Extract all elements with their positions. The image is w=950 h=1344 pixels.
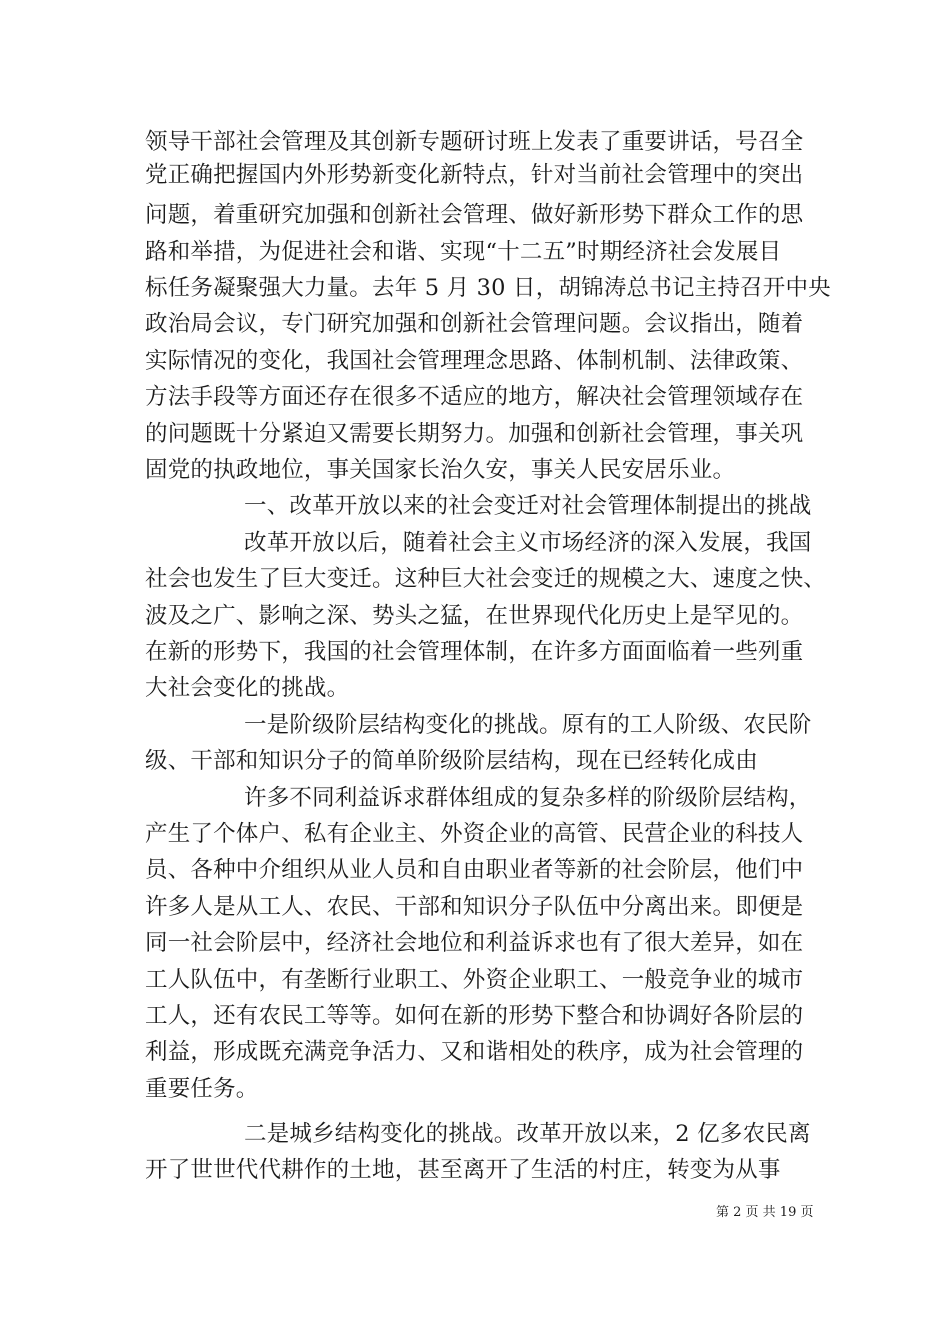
text-line: 标任务凝聚强大力量。去年 5 月 30 日，胡锦涛总书记主持召开中央 [145,275,831,301]
text-line: 产生了个体户、私有企业主、外资企业的高管、民营企业的科技人 [145,821,804,847]
text-line: 级、干部和知识分子的简单阶级阶层结构，现在已经转化成由 [145,748,758,774]
text-line: 政治局会议，专门研究加强和创新社会管理问题。会议指出，随着 [145,311,804,337]
text-line: 固党的执政地位，事关国家长治久安，事关人民安居乐业。 [145,457,736,483]
text-line: 工人队伍中，有垄断行业职工、外资企业职工、一般竞争业的城市 [145,967,804,993]
text-line: 同一社会阶层中，经济社会地位和利益诉求也有了很大差异，如在 [145,930,804,956]
text-line: 一是阶级阶层结构变化的挑战。原有的工人阶级、农民阶 [244,712,812,738]
text-line: 方法手段等方面还存在很多不适应的地方，解决社会管理领域存在 [145,384,804,410]
text-line: 员、各种中介组织从业人员和自由职业者等新的社会阶层，他们中 [145,857,804,883]
text-line: 实际情况的变化，我国社会管理理念思路、体制机制、法律政策、 [145,348,804,374]
text-line: 二是城乡结构变化的挑战。改革开放以来，2 亿多农民离 [244,1121,811,1147]
text-line: 许多不同利益诉求群体组成的复杂多样的阶级阶层结构， [244,785,812,811]
text-line: 利益，形成既充满竞争活力、又和谐相处的秩序，成为社会管理的 [145,1039,804,1065]
text-line: 改革开放以后，随着社会主义市场经济的深入发展，我国 [244,530,812,556]
page-number-footer: 第 2 页 共 19 页 [716,1205,814,1220]
text-line: 开了世世代代耕作的土地，甚至离开了生活的村庄，转变为从事 [145,1157,781,1183]
text-line: 许多人是从工人、农民、干部和知识分子队伍中分离出来。即便是 [145,894,804,920]
text-line: 问题，着重研究加强和创新社会管理、做好新形势下群众工作的思 [145,202,804,228]
text-line: 在新的形势下，我国的社会管理体制，在许多方面面临着一些列重 [145,639,804,665]
text-line: 党正确把握国内外形势新变化新特点，针对当前社会管理中的突出 [145,162,804,188]
text-line: 重要任务。 [145,1076,259,1102]
text-line: 波及之广、影响之深、势头之猛，在世界现代化历史上是罕见的。 [145,603,804,629]
text-line: 领导干部社会管理及其创新专题研讨班上发表了重要讲话，号召全 [145,129,804,155]
text-line: 工人，还有农民工等等。如何在新的形势下整合和协调好各阶层的 [145,1003,804,1029]
text-line: 的问题既十分紧迫又需要长期努力。加强和创新社会管理，事关巩 [145,421,804,447]
text-line: 社会也发生了巨大变迁。这种巨大社会变迁的规模之大、速度之快、 [145,566,827,592]
text-line: 大社会变化的挑战。 [145,675,350,701]
text-line: 路和举措，为促进社会和谐、实现“十二五”时期经济社会发展目 [145,239,782,265]
section-heading: 一、改革开放以来的社会变迁对社会管理体制提出的挑战 [244,493,812,519]
